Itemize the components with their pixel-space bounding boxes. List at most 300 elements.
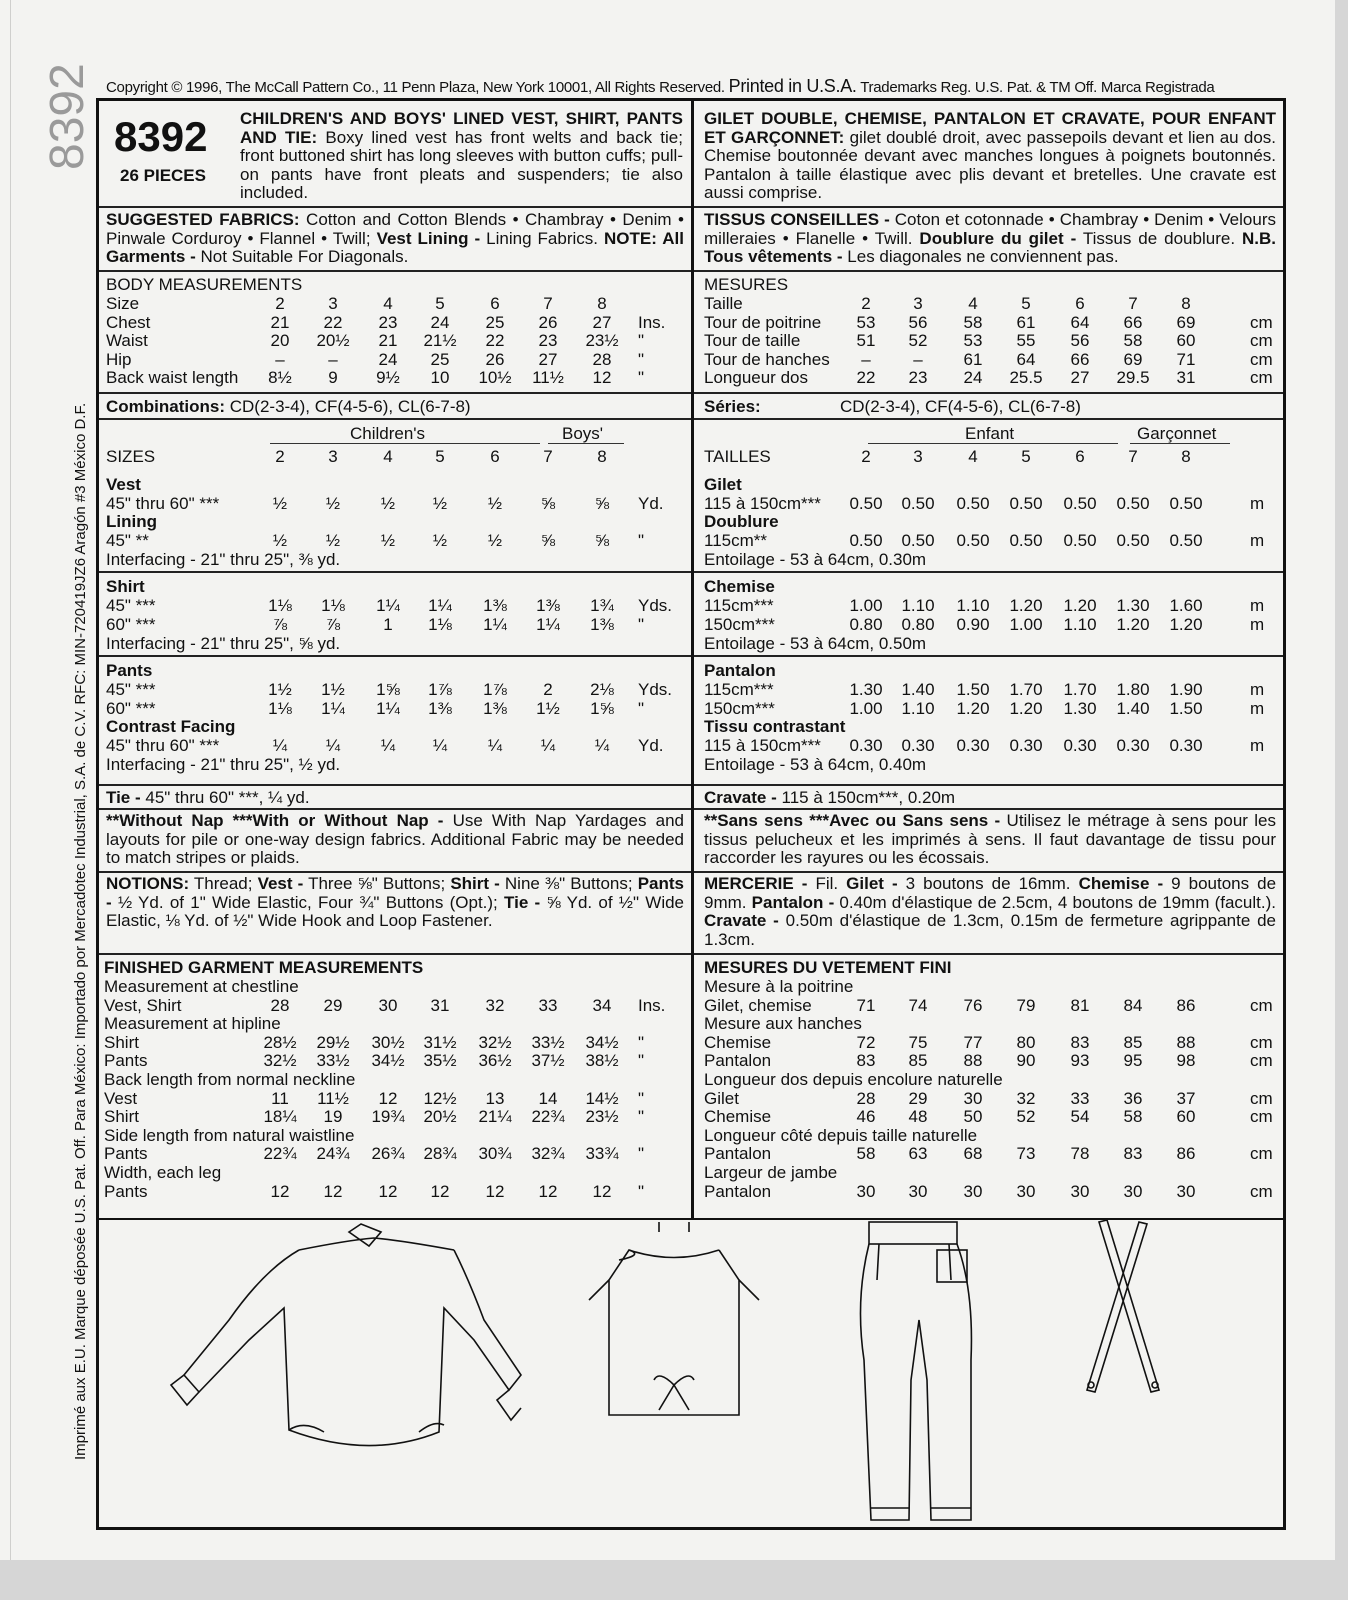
body-row-label: Size: [106, 294, 140, 313]
fin-row-value: 29: [323, 995, 343, 1015]
contrast-row-label: 45" thru 60" ***: [106, 736, 220, 755]
lining-row-value: ½: [272, 531, 288, 550]
fin-row-value: 93: [1070, 1051, 1090, 1071]
fin-row-unit: ": [638, 1051, 645, 1071]
body-row-value: 5: [435, 294, 445, 313]
fin-row-label: Pants: [104, 1051, 148, 1071]
garment-back-views: [99, 1220, 1283, 1526]
fin-row-value: 14½: [585, 1088, 619, 1108]
shirt-row-unit: ": [638, 614, 645, 634]
lining-label: Vest Lining -: [376, 228, 481, 248]
body-row-value: –: [861, 349, 871, 369]
fin-row-label: Pants: [104, 1181, 148, 1201]
fin-row-value: 46: [856, 1107, 876, 1127]
contrast-row-value: ¼: [540, 736, 556, 755]
pants-row-unit: Yds.: [638, 680, 673, 699]
lining-row-value: 0.50: [1116, 531, 1150, 550]
shirt-row-value: 1¾: [590, 596, 614, 615]
body-row-value: 9½: [376, 368, 400, 387]
body-row-value: 56: [908, 312, 928, 332]
pants-heading: Pants: [106, 661, 153, 680]
shirt-row-value: 1¼: [376, 596, 400, 615]
fin-row-unit: ": [638, 1088, 645, 1108]
fin-row-value: 28½: [263, 1032, 297, 1052]
note-text: Les diagonales ne conviennent pas.: [847, 247, 1119, 266]
fr-tie: [704, 788, 955, 807]
vest-row-value: ½: [325, 494, 341, 513]
copyright-text: Copyright © 1996, The McCall Pattern Co., 11 Penn Plaza, New York 10001, All Rights Reserved.: [106, 79, 725, 96]
fin-row-value: 14: [538, 1088, 558, 1108]
sizes-label: TAILLES: [704, 447, 771, 466]
en-title: CHILDREN'S AND BOYS' LINED VEST, SHIRT, PANTS AND TIE:: [240, 109, 683, 147]
pants-row-value: 1½: [321, 680, 345, 699]
body-row-label: Back waist length: [106, 368, 239, 387]
body-row-value: 31: [1176, 368, 1196, 387]
fin-row-value: 88: [963, 1051, 983, 1071]
fin-row-value: 38½: [585, 1051, 619, 1071]
body-row-value: –: [328, 349, 338, 369]
body-row-value: 64: [1016, 349, 1036, 369]
shirt-row-value: 1¼: [536, 614, 560, 634]
lining-row-unit: m: [1250, 531, 1265, 550]
contrast-row-value: ¼: [272, 736, 288, 755]
fin-row-label: Vest: [104, 1088, 138, 1108]
fin-row-value: 58: [1123, 1107, 1143, 1127]
fin-row-unit: cm: [1250, 1088, 1273, 1108]
lining-heading: Doublure: [704, 512, 779, 531]
notions-vest: 3 boutons de 16mm.: [905, 874, 1071, 893]
divider: [99, 206, 691, 208]
shirt-row-label: 115cm***: [704, 596, 774, 615]
fin-row-label: Pantalon: [704, 1181, 772, 1201]
lining-row-value: ½: [380, 531, 396, 550]
fin-row-value: 29: [908, 1088, 928, 1108]
fin-row-value: 48: [908, 1107, 928, 1127]
vest-interfacing: Interfacing - 21" thru 25", ⅜ yd.: [106, 550, 341, 569]
pants-row-value: 1½: [536, 698, 560, 718]
fin-row-value: 86: [1176, 1144, 1196, 1164]
vest-row-value: ½: [432, 494, 448, 513]
body-row-value: 58: [963, 312, 983, 332]
fin-row-label: Measurement at hipline: [104, 1014, 281, 1034]
shirt-row-label: 150cm***: [704, 614, 775, 634]
body-row-value: 21½: [423, 331, 457, 350]
vest-row-value: 0.50: [1169, 494, 1203, 513]
shirt-heading: Shirt: [106, 577, 145, 596]
notions-tie-label: Tie -: [504, 892, 541, 912]
contrast-row-value: 0.30: [1009, 736, 1043, 755]
fin-row-value: 12: [323, 1181, 343, 1201]
pants-row-label: 150cm***: [704, 698, 775, 718]
fin-row-value: 33½: [531, 1032, 565, 1052]
shirt-row-value: 1.10: [901, 596, 935, 615]
fin-row-value: 32: [1016, 1088, 1036, 1108]
pants-row-value: 1.30: [1063, 698, 1097, 718]
body-row-value: 6: [1075, 294, 1085, 313]
vest-row-unit: Yd.: [638, 494, 664, 513]
fin-row-value: 35½: [423, 1051, 457, 1071]
divider: [694, 953, 1283, 955]
pants-row-value: 1.00: [849, 698, 883, 718]
fin-row-unit: Ins.: [638, 995, 666, 1015]
size-col: 7: [543, 447, 553, 466]
fin-row-value: 20½: [423, 1107, 457, 1127]
pants-row-value: 1⅜: [428, 698, 452, 718]
divider: [99, 871, 691, 873]
fin-row-value: 12½: [423, 1088, 457, 1108]
notions-tie-label: Cravate -: [704, 911, 779, 930]
body-row-value: 3: [328, 294, 338, 313]
fin-row-value: 68: [963, 1144, 983, 1164]
pants-heading: Pantalon: [704, 661, 776, 680]
fr-title: GILET DOUBLE, CHEMISE, PANTALON ET CRAVATE, POUR ENFANT ET GARÇONNET:: [704, 109, 1276, 147]
contrast-row-value: 0.30: [849, 736, 883, 755]
fin-row-label: Pantalon: [704, 1051, 772, 1071]
body-row-value: 3: [913, 294, 923, 313]
body-row-value: 61: [963, 349, 983, 369]
pants-row-label: 60" ***: [106, 698, 156, 718]
body-row-unit: ": [638, 368, 645, 387]
divider: [99, 808, 691, 810]
en-notions: [106, 875, 684, 931]
shirt-row-value: 1¼: [483, 614, 507, 634]
pants-interfacing: Entoilage - 53 à 64cm, 0.40m: [704, 755, 927, 774]
fin-row-label: Side length from natural waistline: [104, 1125, 355, 1145]
body-row-value: 7: [1128, 294, 1138, 313]
divider: [694, 871, 1283, 873]
en-description: [240, 110, 683, 203]
pants-row-value: 1.10: [901, 698, 935, 718]
body-row-value: 51: [856, 331, 876, 350]
body-row-value: 27: [1070, 368, 1090, 387]
nap-label: **Without Nap ***With or Without Nap -: [106, 811, 444, 830]
shirt-row-value: 1.10: [956, 596, 990, 615]
body-row-unit: cm: [1250, 368, 1273, 387]
fin-row-value: 22¾: [531, 1107, 565, 1127]
fin-row-value: 32: [485, 995, 505, 1015]
notions-tie: 0.50m d'élastique de 1.3cm, 0.15m de fermeture agrippante de 1.3cm.: [704, 911, 1276, 949]
pants-row-unit: m: [1250, 698, 1265, 718]
contrast-heading: Contrast Facing: [106, 717, 236, 736]
lining-row-unit: ": [638, 531, 645, 550]
contrast-row-value: 0.30: [1116, 736, 1150, 755]
fin-row-value: 32½: [263, 1051, 297, 1071]
shirt-row-value: 1⅜: [590, 614, 614, 634]
pants-row-label: 115cm***: [704, 680, 774, 699]
note-label: N.B. Tous vêtements -: [704, 228, 1276, 266]
divider: [99, 655, 691, 657]
divider: [99, 571, 691, 573]
fr-combos-text: CD(2-3-4), CF(4-5-6), CL(6-7-8): [840, 397, 1081, 416]
body-row-value: 2: [861, 294, 871, 313]
shirt-row-value: 1⅛: [268, 596, 292, 615]
pants-row-value: 1⅞: [483, 680, 507, 699]
notions-pants: 0.40m d'élastique de 2.5cm, 4 boutons de 19mm (facult.).: [839, 892, 1276, 912]
vest-row-value: ⅝: [594, 494, 610, 513]
fabrics-text: Coton et cotonnade • Chambray • Denim • Velours milleraies • Flanelle • Twill.: [704, 210, 1276, 248]
fin-row-value: 85: [908, 1051, 928, 1071]
tie-text: 115 à 150cm***, 0.20m: [781, 788, 956, 807]
trademarks-text: Trademarks Reg. U.S. Pat. & TM Off. Marca Registrada: [860, 79, 1215, 96]
body-row-value: 22: [856, 368, 876, 387]
en-boys-label: Boys': [562, 424, 604, 443]
pants-row-value: 2: [543, 680, 553, 699]
body-row-value: 24: [378, 349, 398, 369]
lining-row-label: 45" **: [106, 531, 149, 550]
body-row-unit: cm: [1250, 349, 1273, 369]
lining-row-value: 0.50: [1009, 531, 1043, 550]
fin-row-value: 12: [270, 1181, 290, 1201]
fr-childrens-label: Enfant: [965, 424, 1015, 443]
notions-pants-label: Pantalon -: [751, 892, 835, 912]
body-row-label: Tour de hanches: [704, 349, 830, 369]
shirt-row-value: 1.10: [1063, 614, 1097, 634]
vest-row-value: 0.50: [849, 494, 883, 513]
fin-row-label: Gilet, chemise: [704, 995, 812, 1015]
divider: [99, 270, 691, 272]
fin-row-value: 30: [908, 1181, 928, 1201]
body-row-unit: Ins.: [638, 312, 666, 332]
en-nap: [106, 812, 684, 868]
notions-shirt-label: Chemise -: [1078, 874, 1164, 893]
body-row-value: 20: [270, 331, 290, 350]
fin-row-value: 74: [908, 995, 928, 1015]
column-divider: [691, 98, 694, 1220]
fin-row-value: 12: [430, 1181, 450, 1201]
body-row-unit: ": [638, 331, 645, 350]
fin-row-unit: ": [638, 1032, 645, 1052]
body-row-label: Longueur dos: [704, 368, 808, 387]
pants-row-unit: ": [638, 698, 645, 718]
notions-tie: ⅝ Yd. of ½" Wide Elastic, ⅛ Yd. of ½" Wide Hook and Loop Fastener.: [106, 892, 685, 930]
pants-row-value: 1.90: [1169, 680, 1203, 699]
fin-row-value: 79: [1016, 995, 1036, 1015]
size-col: 7: [1128, 447, 1138, 466]
fin-row-value: 73: [1016, 1144, 1036, 1164]
lining-row-value: 0.50: [1169, 531, 1203, 550]
lining-row-value: 0.50: [956, 531, 990, 550]
fin-row-value: 50: [963, 1107, 983, 1127]
fin-row-value: 81: [1070, 995, 1090, 1015]
size-col: 6: [490, 447, 500, 466]
divider: [694, 784, 1283, 786]
fin-row-label: Longueur côté depuis taille naturelle: [704, 1125, 978, 1145]
fin-row-value: 26¾: [371, 1144, 405, 1164]
fin-row-value: 30½: [371, 1032, 405, 1052]
body-row-value: 26: [538, 312, 558, 332]
fin-row-value: 34: [592, 995, 612, 1015]
fin-row-value: 30: [1176, 1181, 1196, 1201]
fold-line: [10, 0, 11, 1560]
shirt-row-unit: m: [1250, 614, 1265, 634]
faded-stamp: 8392: [41, 63, 94, 170]
fin-row-value: 76: [963, 995, 983, 1015]
fin-row-label: Width, each leg: [104, 1163, 222, 1182]
underline: [548, 443, 624, 444]
fin-row-value: 31: [430, 995, 450, 1015]
body-row-value: 69: [1176, 312, 1196, 332]
shirt-row-value: 1⅜: [536, 596, 560, 615]
fin-row-value: 22¾: [263, 1144, 297, 1164]
lining-label: Doublure du gilet -: [919, 228, 1077, 248]
body-row-label: Taille: [704, 294, 743, 313]
vest-heading: Vest: [106, 475, 141, 494]
contrast-row-value: 0.30: [901, 736, 935, 755]
contrast-row-value: 0.30: [1063, 736, 1097, 755]
fin-row-value: 12: [538, 1181, 558, 1201]
fin-row-label: Mesure aux hanches: [704, 1014, 862, 1034]
combos-label: Séries:: [704, 397, 761, 416]
vest-row-value: ½: [272, 494, 288, 513]
shirt-interfacing: Interfacing - 21" thru 25", ⅝ yd.: [106, 634, 341, 653]
vest-row-value: ⅝: [540, 494, 556, 513]
divider: [694, 571, 1283, 573]
fin-row-value: 33¾: [585, 1144, 619, 1164]
fin-row-value: 28: [856, 1088, 876, 1108]
body-row-value: 53: [963, 331, 983, 350]
underline: [868, 443, 1118, 444]
divider: [694, 655, 1283, 657]
fin-row-unit: cm: [1250, 1181, 1273, 1201]
fin-row-value: 60: [1176, 1107, 1196, 1127]
fin-row-label: Mesure à la poitrine: [704, 977, 854, 996]
contrast-row-unit: Yd.: [638, 736, 664, 755]
divider: [694, 808, 1283, 810]
suspenders-drawing: [1087, 1220, 1159, 1392]
body-row-value: 23: [378, 312, 398, 332]
nap-text: Use With Nap Yardages and layouts for pile or one-way design fabrics. Additional Fabric may be needed to match stripes or plaids.: [106, 811, 684, 867]
fin-row-value: 33: [538, 995, 558, 1015]
body-row-value: 9: [328, 368, 338, 387]
fin-row-value: 77: [963, 1032, 983, 1052]
underline: [270, 443, 540, 444]
body-row-label: Tour de poitrine: [704, 312, 822, 332]
pants-interfacing: Interfacing - 21" thru 25", ½ yd.: [106, 755, 341, 774]
lining-row-value: 0.50: [901, 531, 935, 550]
contrast-row-value: ¼: [325, 736, 341, 755]
shirt-row-value: 1.20: [1009, 596, 1043, 615]
lining-row-value: ⅝: [594, 531, 610, 550]
fin-row-value: 30: [378, 995, 398, 1015]
fin-row-label: Pants: [104, 1144, 148, 1164]
body-row-value: 25: [485, 312, 505, 332]
fin-row-label: Shirt: [104, 1107, 139, 1127]
fin-row-value: 30: [1123, 1181, 1143, 1201]
fin-row-value: 18¼: [263, 1107, 297, 1127]
en-tie: [106, 788, 310, 807]
body-row-value: 26: [485, 349, 505, 369]
fin-row-value: 12: [592, 1181, 612, 1201]
body-row-label: Tour de taille: [704, 331, 801, 350]
fin-row-value: 34½: [371, 1051, 405, 1071]
vest-row-value: 0.50: [901, 494, 935, 513]
lining-text: Tissus de doublure.: [1082, 228, 1236, 248]
divider: [99, 784, 691, 786]
fin-row-value: 12: [378, 1088, 398, 1108]
note-label: NOTE: All Garments -: [106, 228, 684, 266]
pants-row-value: 1⅝: [590, 698, 614, 718]
fin-row-unit: cm: [1250, 1051, 1273, 1071]
shirt-row-value: 0.80: [901, 614, 935, 634]
divider: [694, 418, 1283, 420]
contrast-row-value: ¼: [380, 736, 396, 755]
shirt-row-value: 1⅛: [321, 596, 345, 615]
notions-thread: Fil.: [815, 874, 839, 893]
size-col: 2: [861, 447, 871, 466]
notions-vest-label: Vest -: [257, 874, 304, 893]
sizes-label: SIZES: [106, 447, 156, 466]
body-row-value: 10: [430, 368, 450, 387]
size-col: 5: [435, 447, 445, 466]
size-col: 5: [1021, 447, 1031, 466]
divider: [99, 392, 691, 394]
body-row-value: 8: [1181, 294, 1191, 313]
body-row-value: 22: [323, 312, 343, 332]
shirt-interfacing: Entoilage - 53 à 64cm, 0.50m: [704, 634, 927, 653]
divider: [694, 270, 1283, 272]
pants-row-value: 1.40: [1116, 698, 1150, 718]
fabrics-text: Cotton and Cotton Blends • Chambray • Denim • Pinwale Corduroy • Flannel • Twill;: [106, 210, 684, 248]
fin-row-value: 52: [1016, 1107, 1036, 1127]
fin-row-unit: ": [638, 1107, 645, 1127]
body-row-value: 27: [592, 312, 612, 332]
body-row-value: 21: [270, 312, 290, 332]
fin-row-value: 95: [1123, 1051, 1143, 1071]
body-row-label: Waist: [106, 331, 148, 350]
shirt-heading: Chemise: [704, 577, 775, 596]
notions-label: NOTIONS:: [106, 874, 190, 893]
fin-row-value: 11: [271, 1088, 289, 1108]
vest-interfacing: Entoilage - 53 à 64cm, 0.30m: [704, 550, 927, 569]
body-row-value: 25.5: [1009, 368, 1043, 387]
fin-row-value: 90: [1016, 1051, 1036, 1071]
pants-row-value: 1.50: [956, 680, 990, 699]
lining-text: Lining Fabrics.: [486, 228, 598, 248]
shirt-row-value: 1⅜: [483, 596, 507, 615]
printed-text: Printed in U.S.A.: [728, 76, 857, 96]
fin-row-unit: ": [638, 1144, 645, 1164]
fin-row-label: Largeur de jambe: [704, 1163, 838, 1182]
body-row-value: 24: [963, 368, 983, 387]
pants-row-value: 1.20: [956, 698, 990, 718]
pants-row-value: 1⅛: [268, 698, 292, 718]
body-row-value: 53: [856, 312, 876, 332]
size-col: 4: [383, 447, 393, 466]
contrast-row-unit: m: [1250, 736, 1265, 755]
shirt-row-value: 1.60: [1169, 596, 1203, 615]
fin-row-value: 30: [963, 1181, 983, 1201]
vest-row-value: 0.50: [1116, 494, 1150, 513]
shirt-row-value: 1.30: [1116, 596, 1150, 615]
fin-row-value: 71: [856, 995, 876, 1015]
fin-row-value: 80: [1016, 1032, 1036, 1052]
lining-row-value: 0.50: [849, 531, 883, 550]
fin-row-unit: cm: [1250, 995, 1273, 1015]
size-col: 3: [913, 447, 923, 466]
shirt-row-value: 1.20: [1169, 614, 1203, 634]
vest-back-drawing: [589, 1222, 759, 1415]
combos-label: Combinations:: [106, 397, 225, 416]
fin-row-value: 37½: [531, 1051, 565, 1071]
body-row-value: 7: [543, 294, 553, 313]
body-row-value: 52: [908, 331, 928, 350]
body-row-label: Hip: [106, 349, 132, 369]
body-row-value: 23: [908, 368, 928, 387]
vest-row-label: 45" thru 60" ***: [106, 494, 220, 513]
fin-row-value: 83: [1123, 1144, 1143, 1164]
contrast-row-value: ¼: [594, 736, 610, 755]
size-col: 4: [968, 447, 978, 466]
